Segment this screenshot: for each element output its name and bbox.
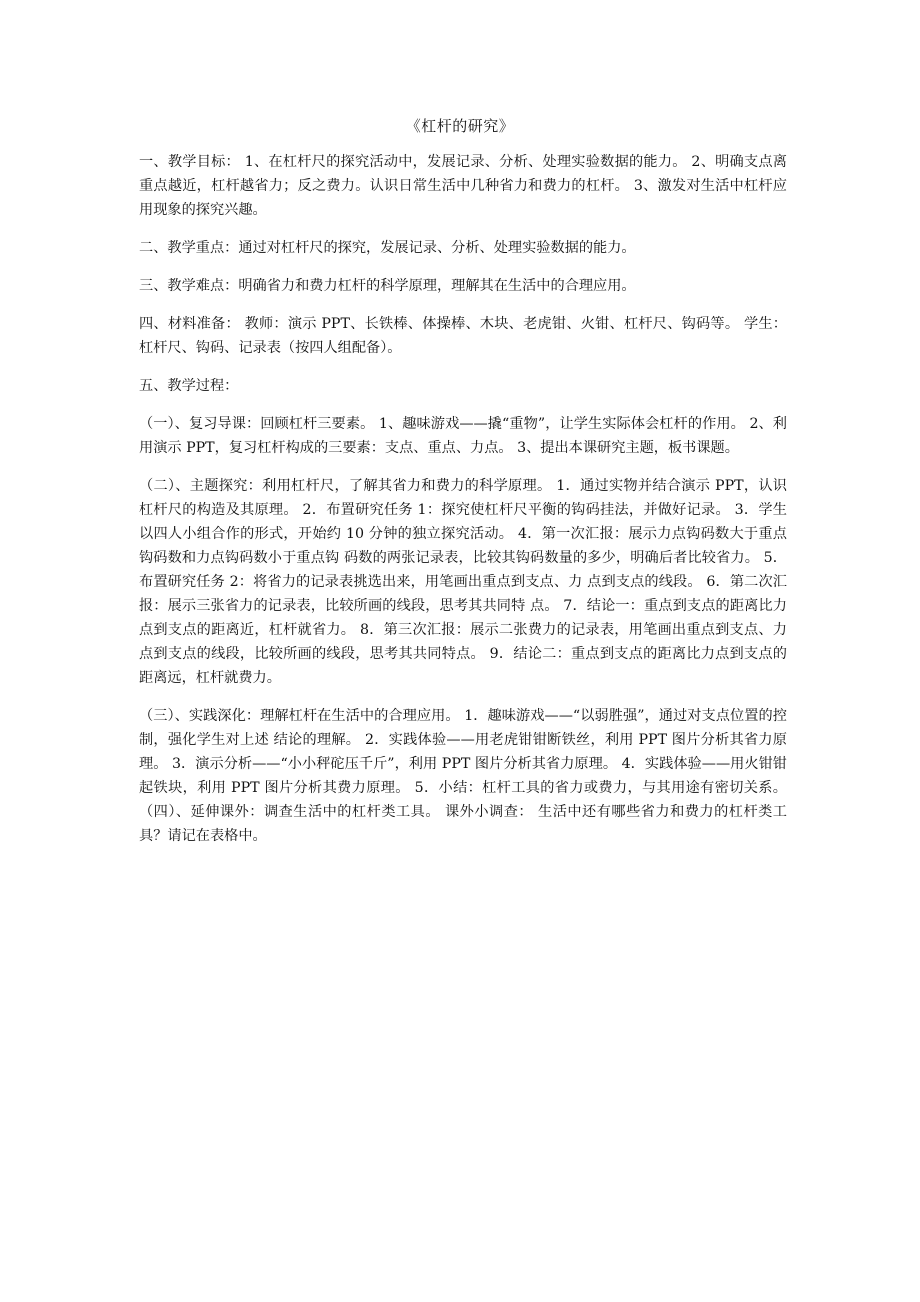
paragraph-teaching-goals: 一、教学目标： 1、在杠杆尺的探究活动中，发展记录、分析、处理实验数据的能力。 2、明确支点离重点越近，杠杆越省力；反之费力。认识日常生活中几种省力和费力的杠杆。 3、激发对生活中杠杆应用现象的探究兴趣。 bbox=[139, 154, 787, 218]
paragraph-review-intro: （一）、复习导课：回顾杠杆三要素。 1、趣味游戏——撬“重物”，让学生实际体会杠杆的作用。 2、利用演示 PPT，复习杠杆构成的三要素：支点、重点、力点。 3、提出本课研究主题，板书课题。 bbox=[139, 416, 787, 456]
document-title: 《杠杆的研究》 bbox=[405, 117, 515, 135]
paragraph-theme-exploration: （二）、主题探究：利用杠杆尺，了解其省力和费力的科学原理。 1．通过实物并结合演示 PPT，认识杠杆尺的构造及其原理。 2．布置研究任务 1：探究使杠杆尺平衡的钩码挂法，并做好记录。 3．学生以四人小组合作的形式，开始约 10 分钟的独立探究活动。 4．第一次汇报：展示力点钩码数大于重点钩码数和力点钩码数小于重点钩 码数的两张记录表，比较其钩码数量的多少，明确后者比较省力。 5．布置研究任务 2：将省力的记录表挑选出来，用笔画出重点到支点、力 点到支点的线段。 6．第二次汇报：展示三张省力的记录表，比较所画的线段，思考其共同特 点。 7．结论一：重点到支点的距离比力点到支点的距离近，杠杆就省力。 8．第三次汇报：展示二张费力的记录表，用笔画出重点到支点、力点到支点的线段，比较所画的线段，思考其共同特点。 9．结论二：重点到支点的距离比力点到支点的距离远，杠杆就费力。 bbox=[139, 478, 787, 686]
paragraph-practice-deepening: （三）、实践深化：理解杠杆在生活中的合理应用。 1．趣味游戏——“以弱胜强”，通过对支点位置的控制，强化学生对上述 结论的理解。 2．实践体验——用老虎钳钳断铁丝，利用 PPT 图片分析其省力原理。 3．演示分析——“小小秤砣压千斤”，利用 PPT 图片分析其省力原理。 4．实践体验——用火钳钳起铁块，利用 PPT 图片分析其费力原理。 5．小结：杠杆工具的省力或费力，与其用途有密切关系。 （四）、延伸课外：调查生活中的杠杆类工具。 课外小调查： 生活中还有哪些省力和费力的杠杆类工具？请记在表格中。 bbox=[139, 708, 787, 844]
paragraph-process-heading: 五、教学过程： bbox=[139, 378, 239, 394]
paragraph-teaching-difficulty: 三、教学难点：明确省力和费力杠杆的科学原理，理解其在生活中的合理应用。 bbox=[139, 278, 636, 294]
paragraph-teaching-focus: 二、教学重点：通过对杠杆尺的探究，发展记录、分析、处理实验数据的能力。 bbox=[139, 240, 636, 256]
document-body bbox=[139, 150, 787, 862]
paragraph-materials: 四、材料准备： 教师：演示 PPT、长铁棒、体操棒、木块、老虎钳、火钳、杠杆尺、钩码等。 学生：杠杆尺、钩码、记录表（按四人组配备）。 bbox=[139, 316, 787, 356]
